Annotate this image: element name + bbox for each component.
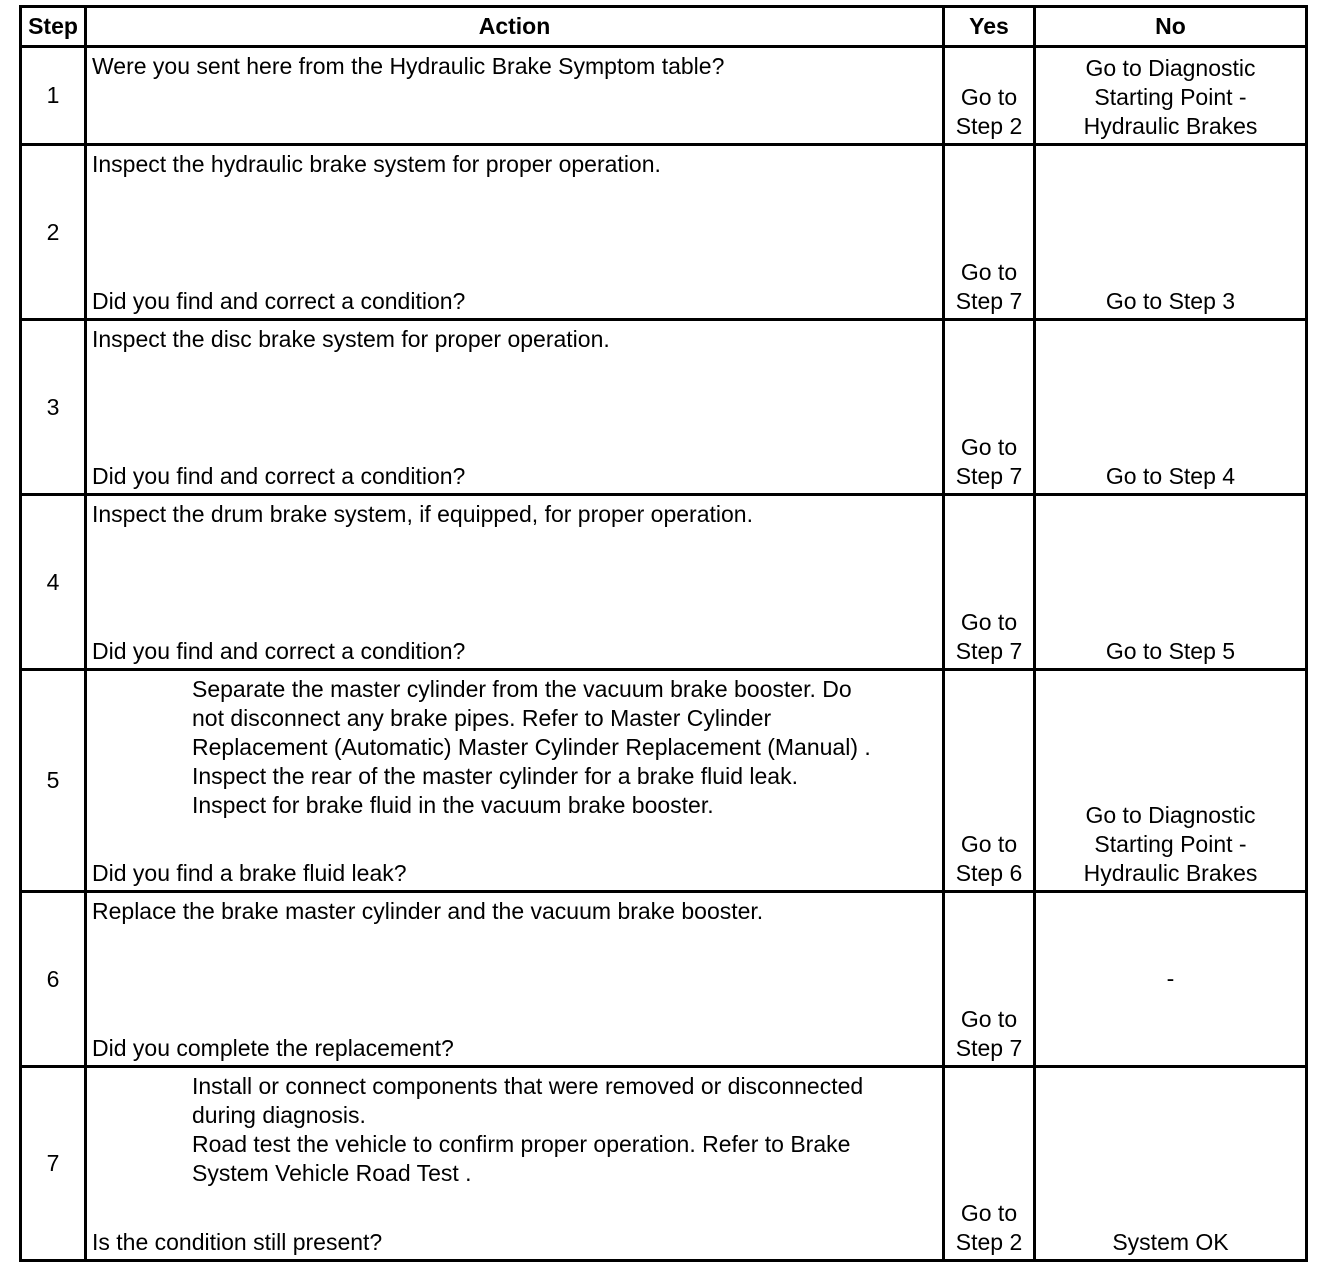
no-text: Go to Diagnostic: [1085, 55, 1256, 81]
yes-text: Go to: [960, 259, 1018, 285]
header-step: Step: [21, 7, 86, 47]
action-cell: [86, 892, 944, 1067]
step-number: 6: [21, 892, 86, 1067]
no-text: Starting Point -: [1094, 84, 1247, 110]
no-cell: [1035, 1067, 1307, 1261]
action-question: Did you complete the replacement?: [92, 1035, 454, 1061]
step-number: 3: [21, 320, 86, 495]
action-question: Did you find and correct a condition?: [92, 463, 466, 489]
yes-text: Step 7: [955, 288, 1023, 314]
step-number: 2: [21, 145, 86, 320]
yes-text: Step 2: [955, 1229, 1023, 1255]
action-cell: [86, 495, 944, 670]
yes-text: Go to: [960, 434, 1018, 460]
no-cell: [1035, 495, 1307, 670]
action-text: Separate the master cylinder from the vacuum brake booster. Do: [192, 676, 852, 702]
no-text: Hydraulic Brakes: [1083, 113, 1258, 139]
no-cell: [1035, 145, 1307, 320]
table-row: [21, 145, 1307, 320]
action-cell: [86, 47, 944, 145]
yes-cell: [944, 320, 1035, 495]
table-row: [21, 892, 1307, 1067]
action-cell: [86, 670, 944, 892]
table-row: [21, 1067, 1307, 1261]
table-row: [21, 320, 1307, 495]
action-text: Road test the vehicle to confirm proper operation. Refer to Brake: [192, 1131, 851, 1157]
diagnostic-table: [19, 5, 1308, 1262]
yes-text: Go to: [960, 1006, 1018, 1032]
yes-text: Go to: [960, 609, 1018, 635]
no-text: Hydraulic Brakes: [1083, 860, 1258, 886]
step-number: 4: [21, 495, 86, 670]
action-question: Is the condition still present?: [92, 1229, 383, 1255]
yes-text: Go to: [960, 1200, 1018, 1226]
yes-text: Step 2: [955, 113, 1023, 139]
no-cell: [1035, 670, 1307, 892]
yes-cell: [944, 47, 1035, 145]
no-text: -: [1166, 965, 1175, 992]
header-yes: Yes: [944, 7, 1035, 47]
header-action: Action: [86, 7, 944, 47]
header-no: No: [1035, 7, 1307, 47]
yes-text: Step 7: [955, 638, 1023, 664]
action-cell: [86, 320, 944, 495]
no-text: System OK: [1112, 1229, 1229, 1255]
yes-text: Step 7: [955, 463, 1023, 489]
action-text: Inspect for brake fluid in the vacuum brake booster.: [192, 792, 714, 818]
table-row: [21, 670, 1307, 892]
action-text: not disconnect any brake pipes. Refer to Master Cylinder: [192, 705, 772, 731]
table-row: [21, 495, 1307, 670]
no-text: Go to Step 5: [1105, 638, 1236, 664]
yes-cell: [944, 495, 1035, 670]
table-row: [21, 47, 1307, 145]
action-cell: [86, 1067, 944, 1261]
yes-text: Go to: [960, 84, 1018, 110]
no-text: Go to Diagnostic: [1085, 802, 1256, 828]
yes-cell: [944, 1067, 1035, 1261]
action-text: Replace the brake master cylinder and the vacuum brake booster.: [92, 898, 764, 924]
action-text: Were you sent here from the Hydraulic Brake Symptom table?: [92, 53, 725, 79]
yes-cell: [944, 892, 1035, 1067]
action-cell: [86, 145, 944, 320]
no-text: Go to Step 4: [1105, 463, 1236, 489]
action-question: Did you find and correct a condition?: [92, 638, 466, 664]
no-cell: [1035, 892, 1307, 1067]
yes-text: Step 7: [955, 1035, 1023, 1061]
action-text: Install or connect components that were removed or disconnected: [192, 1073, 864, 1099]
action-text: Replacement (Automatic) Master Cylinder Replacement (Manual) .: [192, 734, 871, 760]
action-text: Inspect the drum brake system, if equipped, for proper operation.: [92, 501, 753, 527]
action-text: System Vehicle Road Test .: [192, 1160, 472, 1186]
no-text: Starting Point -: [1094, 831, 1247, 857]
step-number: 1: [21, 47, 86, 145]
yes-cell: [944, 670, 1035, 892]
action-text: Inspect the rear of the master cylinder for a brake fluid leak.: [192, 763, 798, 789]
no-text: Go to Step 3: [1105, 288, 1236, 314]
header-row: [21, 7, 1307, 47]
step-number: 5: [21, 670, 86, 892]
step-number: 7: [21, 1067, 86, 1261]
action-text: Inspect the disc brake system for proper operation.: [92, 326, 610, 352]
action-text: during diagnosis.: [192, 1102, 366, 1128]
yes-text: Step 6: [955, 860, 1023, 886]
yes-cell: [944, 145, 1035, 320]
no-cell: [1035, 47, 1307, 145]
yes-text: Go to: [960, 831, 1018, 857]
action-question: Did you find and correct a condition?: [92, 288, 466, 314]
no-cell: [1035, 320, 1307, 495]
action-text: Inspect the hydraulic brake system for proper operation.: [92, 151, 661, 177]
action-question: Did you find a brake fluid leak?: [92, 860, 407, 886]
